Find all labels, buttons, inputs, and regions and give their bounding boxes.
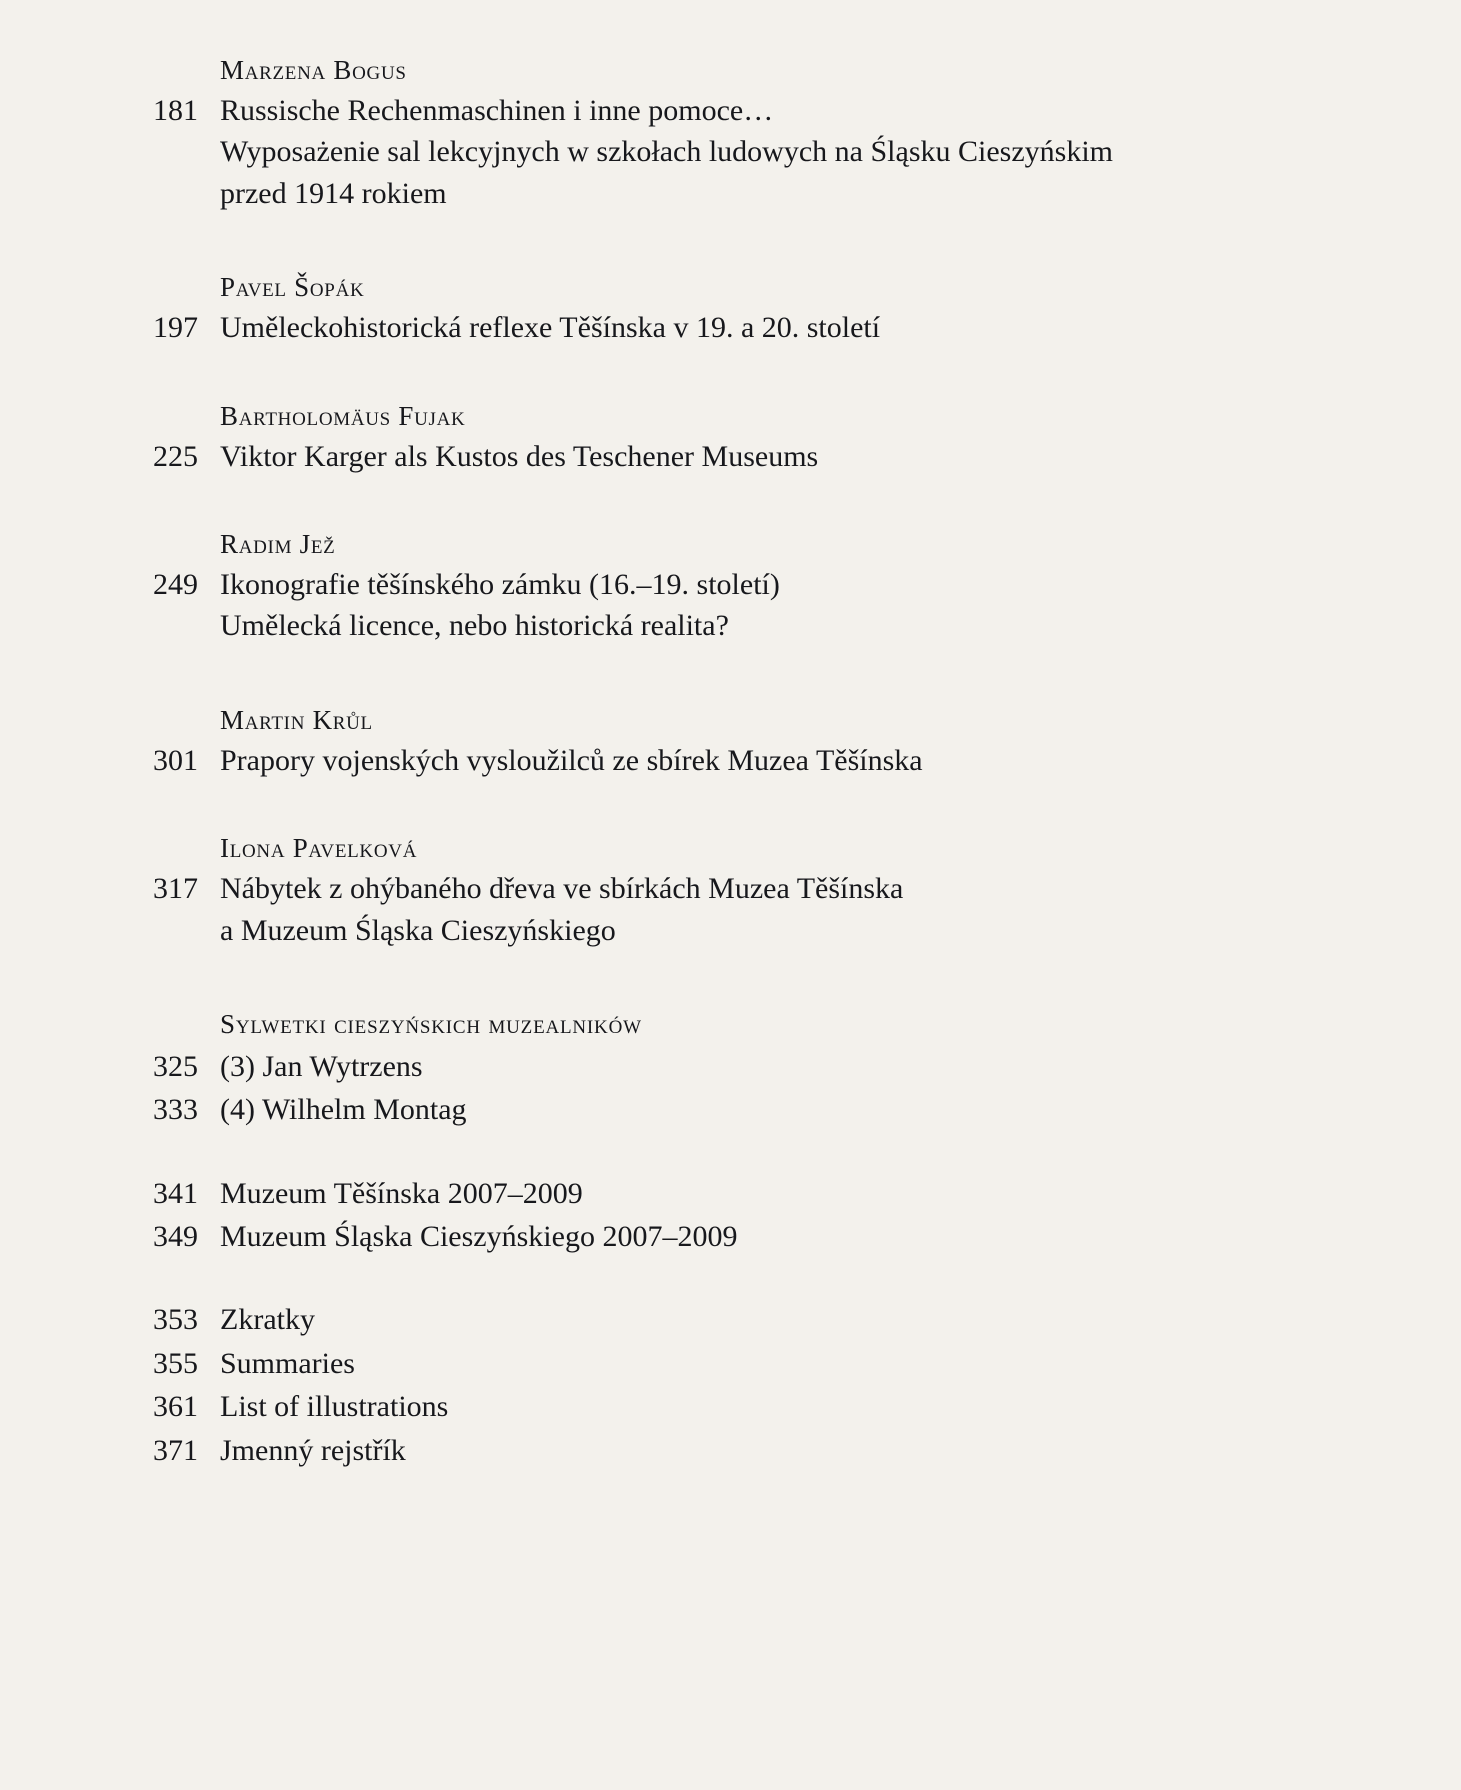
entry-page-number[interactable]: 317 bbox=[153, 872, 198, 906]
entry-author: Marzena Bogus bbox=[220, 55, 407, 85]
entry-page-number[interactable]: 197 bbox=[153, 311, 198, 345]
spacer bbox=[130, 349, 1420, 401]
entry-page-number[interactable]: 301 bbox=[153, 743, 198, 777]
toc-reports bbox=[130, 1173, 1420, 1258]
toc-entry bbox=[130, 705, 1420, 781]
entry-page-number[interactable]: 181 bbox=[153, 94, 198, 127]
entry-page-number[interactable]: 341 bbox=[153, 1176, 198, 1210]
entry-title[interactable]: (3) Jan Wytrzens bbox=[220, 1049, 423, 1083]
toc-entry bbox=[130, 272, 1420, 348]
entry-title-line: a Muzeum Śląska Cieszyńskiego bbox=[220, 913, 616, 947]
entry-page-number[interactable]: 333 bbox=[153, 1093, 198, 1127]
entry-title-line: Umělecká licence, nebo historická realita? bbox=[220, 609, 729, 643]
table-of-contents bbox=[130, 55, 1420, 1473]
entry-author: Radim Jež bbox=[220, 528, 336, 559]
entry-title-line: Wyposażenie sal lekcyjnych w szkołach ludowych na Śląsku Cieszyńskim bbox=[220, 135, 1113, 169]
entry-title[interactable]: Prapory vojenských vysloužilců ze sbírek Muzea Těšínska bbox=[220, 743, 923, 777]
spacer bbox=[130, 951, 1420, 1009]
toc-entry bbox=[130, 401, 1420, 477]
entry-author: Martin Krůl bbox=[220, 704, 373, 735]
entry-title[interactable]: Zkratky bbox=[220, 1303, 315, 1337]
entry-page-number[interactable]: 349 bbox=[153, 1220, 198, 1254]
toc-back-matter bbox=[130, 1299, 1420, 1471]
entry-title[interactable]: Summaries bbox=[220, 1346, 355, 1380]
entry-title[interactable]: Ikonografie těšínského zámku (16.–19. století) bbox=[220, 567, 780, 601]
toc-entry bbox=[130, 529, 1420, 647]
entry-author: Pavel Šopák bbox=[220, 272, 365, 303]
spacer bbox=[130, 214, 1420, 272]
toc-entry bbox=[130, 55, 1420, 214]
entry-author: Bartholomäus Fujak bbox=[220, 400, 466, 431]
entry-title[interactable]: Russische Rechenmaschinen i inne pomoce… bbox=[220, 94, 774, 127]
entry-page-number[interactable]: 225 bbox=[153, 439, 198, 473]
spacer bbox=[130, 1133, 1420, 1173]
spacer bbox=[130, 781, 1420, 833]
toc-section bbox=[130, 1009, 1420, 1131]
spacer bbox=[130, 1259, 1420, 1299]
entry-page-number[interactable]: 325 bbox=[153, 1049, 198, 1083]
entry-title[interactable]: Muzeum Těšínska 2007–2009 bbox=[220, 1176, 583, 1210]
entry-title[interactable]: (4) Wilhelm Montag bbox=[220, 1093, 467, 1127]
spacer bbox=[130, 477, 1420, 529]
entry-author: Ilona Pavelková bbox=[220, 833, 418, 864]
toc-entry bbox=[130, 833, 1420, 951]
spacer bbox=[130, 647, 1420, 705]
section-heading: Sylwetki cieszyńskich muzealników bbox=[220, 1008, 642, 1039]
entry-title[interactable]: List of illustrations bbox=[220, 1390, 449, 1424]
entry-title[interactable]: Jmenný rejstřík bbox=[220, 1433, 406, 1467]
entry-title-line: przed 1914 rokiem bbox=[220, 176, 447, 210]
entry-page-number[interactable]: 361 bbox=[153, 1390, 198, 1424]
entry-page-number[interactable]: 371 bbox=[153, 1433, 198, 1467]
entry-page-number[interactable]: 249 bbox=[153, 567, 198, 601]
entry-page-number[interactable]: 353 bbox=[153, 1303, 198, 1337]
entry-title[interactable]: Nábytek z ohýbaného dřeva ve sbírkách Muzea Těšínska bbox=[220, 872, 904, 906]
entry-title[interactable]: Viktor Karger als Kustos des Teschener Museums bbox=[220, 439, 819, 473]
entry-page-number[interactable]: 355 bbox=[153, 1346, 198, 1380]
entry-title[interactable]: Muzeum Śląska Cieszyńskiego 2007–2009 bbox=[220, 1220, 738, 1254]
entry-title[interactable]: Uměleckohistorická reflexe Těšínska v 19. a 20. století bbox=[220, 311, 881, 345]
